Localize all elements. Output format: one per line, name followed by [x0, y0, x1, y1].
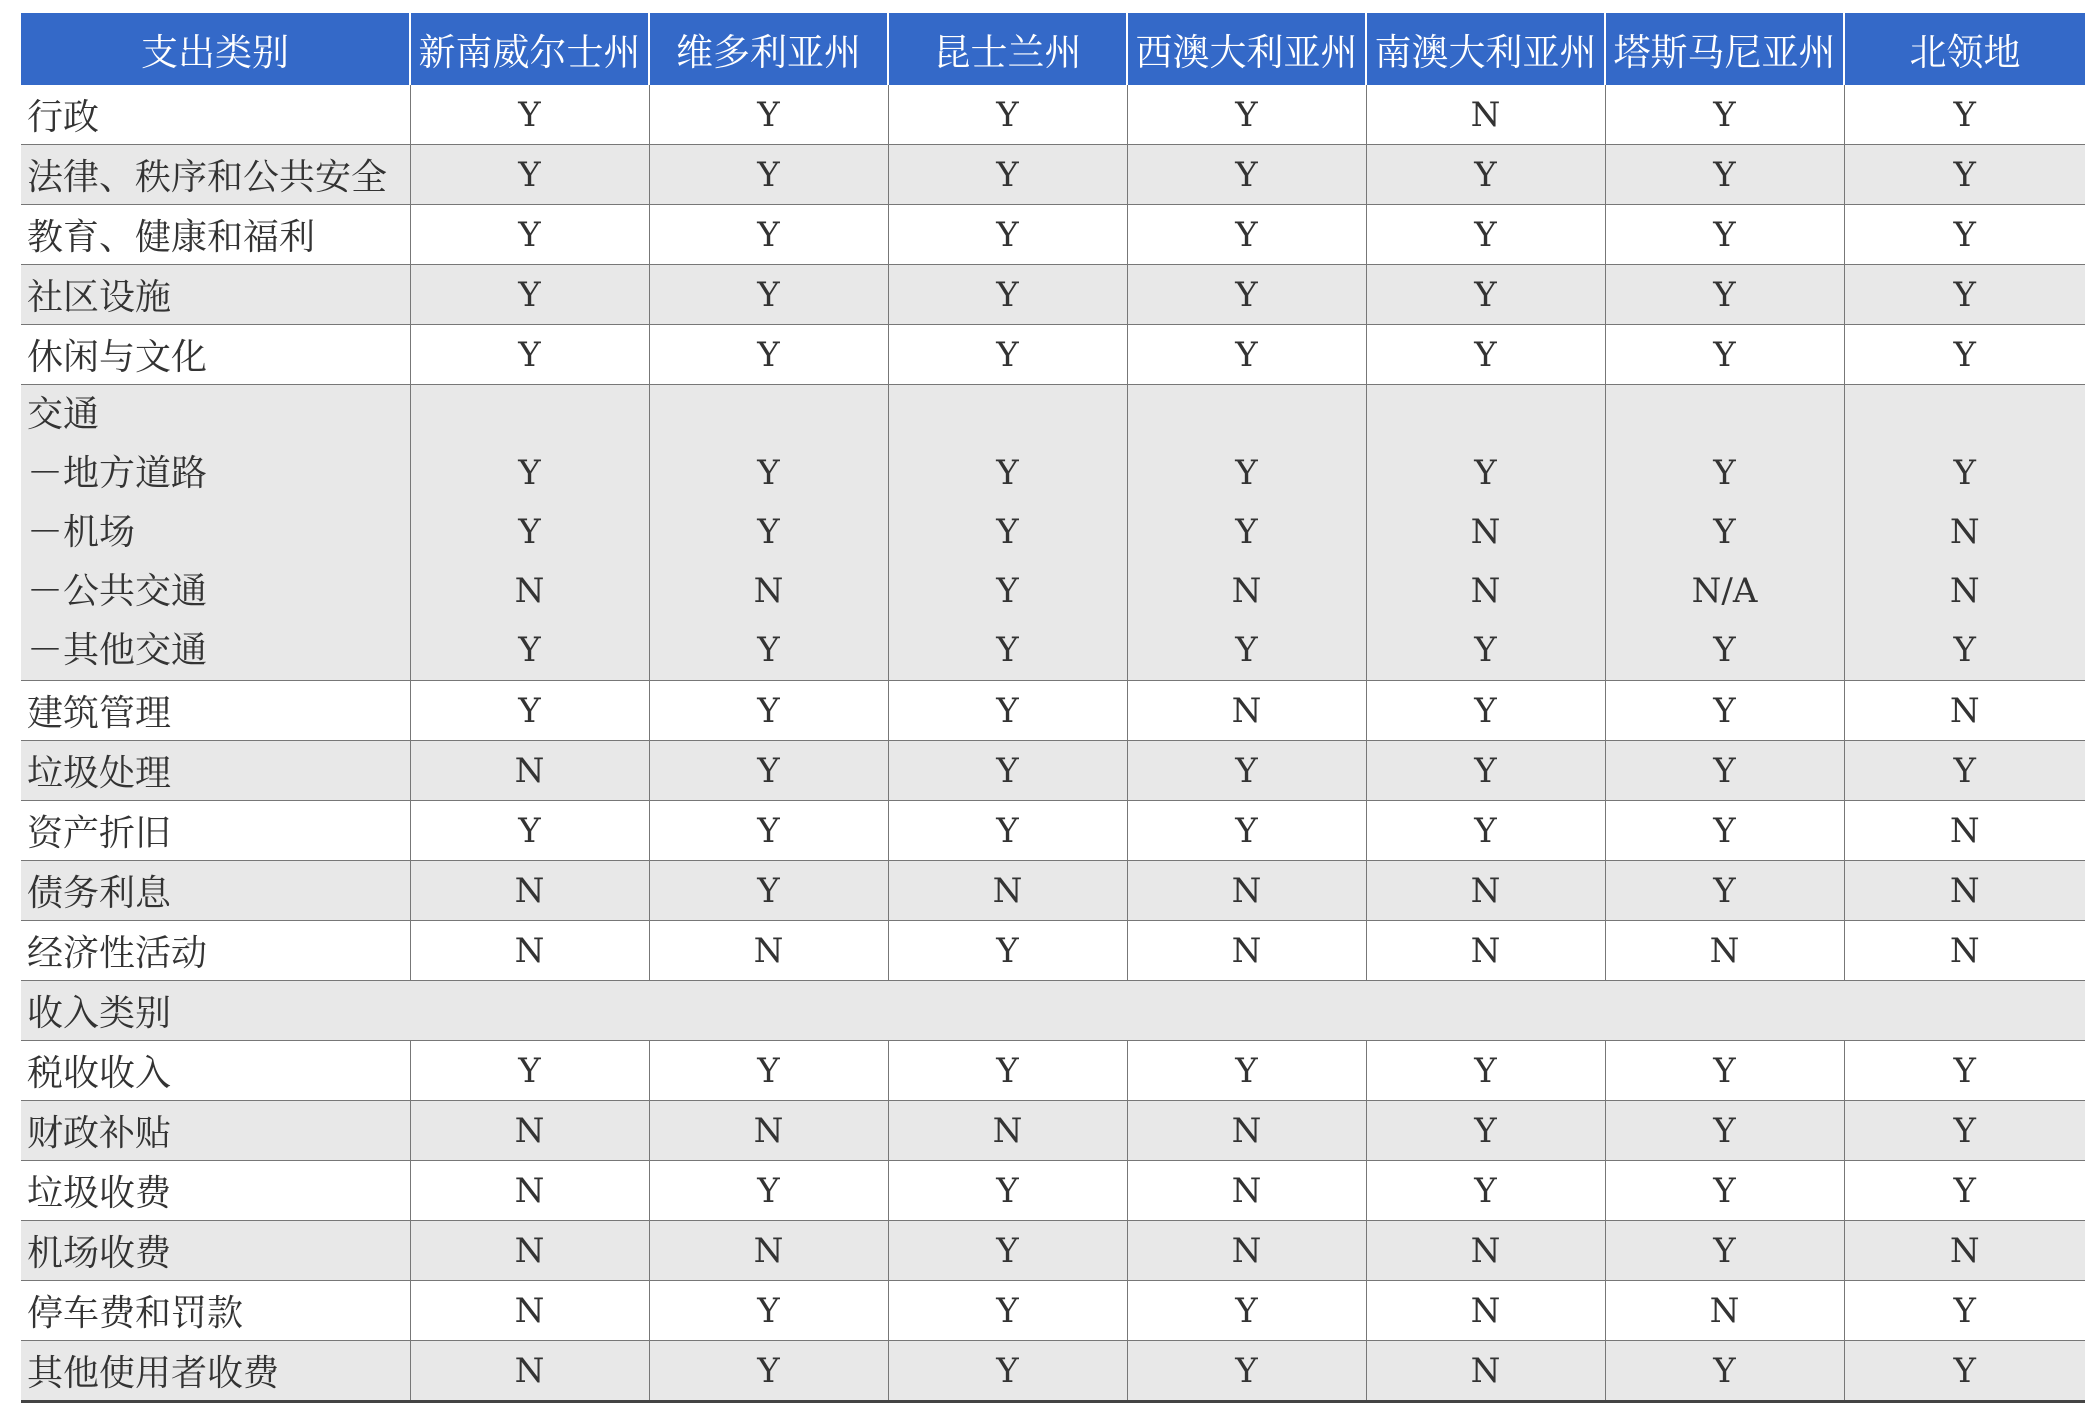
table-cell: N — [1366, 85, 1605, 145]
table-cell: Y — [888, 1041, 1127, 1101]
table-cell: Y — [1366, 681, 1605, 741]
table-cell: Y — [1844, 325, 2085, 385]
table-cell: Y — [1366, 265, 1605, 325]
table-cell: Y — [888, 681, 1127, 741]
table-cell: Y — [1366, 1041, 1605, 1101]
table-cell: Y — [1953, 630, 1976, 670]
table-cell: N — [1844, 861, 2085, 921]
table-cell: Y — [410, 325, 649, 385]
table-cell: N — [888, 861, 1127, 921]
table-cell: N — [410, 1221, 649, 1281]
table-row-user-fees — [21, 1341, 2085, 1402]
table-cell: Y — [757, 512, 780, 552]
row-label: 休闲与文化 — [21, 325, 410, 385]
row-label-group — [21, 385, 410, 681]
table-cell: Y — [1366, 741, 1605, 801]
row-label: 机场收费 — [21, 1221, 410, 1281]
table-cell: Y — [1366, 1101, 1605, 1161]
table-cell: Y — [649, 265, 888, 325]
table-cell: Y — [1844, 145, 2085, 205]
row-label: 垃圾处理 — [21, 741, 410, 801]
table-cell: N — [1366, 1221, 1605, 1281]
table-cell: Y — [649, 325, 888, 385]
row-label: 法律、秩序和公共安全 — [21, 145, 410, 205]
table-cell: Y — [518, 512, 541, 552]
row-sublabel: －机场 — [27, 512, 136, 553]
table-cell: Y — [888, 801, 1127, 861]
row-label: 交通 — [27, 394, 100, 435]
table-cell-group — [1605, 385, 1844, 681]
table-cell: N — [1844, 801, 2085, 861]
revenue-expenditure-table — [21, 13, 2085, 1403]
table-cell: Y — [1366, 205, 1605, 265]
header-state-wa: 西澳大利亚州 — [1127, 13, 1366, 85]
table-cell: Y — [888, 921, 1127, 981]
header-state-vic: 维多利亚州 — [649, 13, 888, 85]
table-cell: Y — [1844, 265, 2085, 325]
table-cell: N — [1366, 921, 1605, 981]
table-cell: Y — [1953, 453, 1976, 493]
table-cell: Y — [888, 741, 1127, 801]
table-cell: Y — [410, 1041, 649, 1101]
table-row-interest — [21, 861, 2085, 921]
table-row-depreciation — [21, 801, 2085, 861]
comparison-table-container — [21, 13, 2085, 1403]
table-cell: N — [649, 921, 888, 981]
table-cell: Y — [1844, 85, 2085, 145]
table-cell: Y — [888, 1281, 1127, 1341]
table-cell: Y — [1605, 801, 1844, 861]
table-cell: N — [410, 1281, 649, 1341]
table-cell: N — [1844, 921, 2085, 981]
table-cell: Y — [1605, 325, 1844, 385]
table-cell: Y — [888, 1161, 1127, 1221]
table-cell: N — [1366, 861, 1605, 921]
table-cell-group — [1366, 385, 1605, 681]
table-row-law — [21, 145, 2085, 205]
table-row-economic — [21, 921, 2085, 981]
table-cell: Y — [996, 512, 1019, 552]
table-cell: Y — [1713, 512, 1736, 552]
table-cell: Y — [649, 1281, 888, 1341]
table-cell: Y — [410, 801, 649, 861]
table-cell: Y — [1844, 1041, 2085, 1101]
header-state-sa: 南澳大利亚州 — [1366, 13, 1605, 85]
table-cell: Y — [996, 571, 1019, 611]
table-row-waste-fees — [21, 1161, 2085, 1221]
row-label: 其他使用者收费 — [21, 1341, 410, 1402]
table-cell: N — [1127, 1161, 1366, 1221]
table-cell: Y — [1605, 681, 1844, 741]
table-cell: N — [1949, 512, 1980, 552]
table-cell: Y — [1127, 1281, 1366, 1341]
table-cell: Y — [1235, 630, 1258, 670]
table-cell: Y — [410, 205, 649, 265]
table-cell: Y — [1605, 205, 1844, 265]
row-label: 垃圾收费 — [21, 1161, 410, 1221]
table-cell: Y — [1127, 145, 1366, 205]
table-row-admin — [21, 85, 2085, 145]
table-cell: Y — [1366, 801, 1605, 861]
table-cell: N — [514, 571, 545, 611]
header-state-qld: 昆士兰州 — [888, 13, 1127, 85]
header-category: 支出类别 — [21, 13, 410, 85]
table-cell: Y — [1605, 741, 1844, 801]
table-cell: N — [1231, 571, 1262, 611]
table-cell: Y — [1127, 265, 1366, 325]
table-cell: N — [410, 741, 649, 801]
table-cell: Y — [757, 453, 780, 493]
table-cell: Y — [518, 630, 541, 670]
table-cell: N — [410, 1341, 649, 1402]
row-sublabel: －公共交通 — [27, 571, 208, 612]
table-cell: Y — [1605, 1161, 1844, 1221]
table-cell: N — [1605, 1281, 1844, 1341]
table-cell: Y — [1235, 453, 1258, 493]
row-label: 财政补贴 — [21, 1101, 410, 1161]
table-cell: Y — [518, 453, 541, 493]
table-cell: Y — [410, 265, 649, 325]
table-cell: Y — [1605, 1041, 1844, 1101]
table-cell: N — [1470, 571, 1501, 611]
row-sublabel: －其他交通 — [27, 630, 208, 671]
table-cell: Y — [757, 630, 780, 670]
table-cell: Y — [1127, 85, 1366, 145]
table-cell: Y — [1605, 145, 1844, 205]
table-cell: Y — [1713, 630, 1736, 670]
table-cell: N — [1949, 571, 1980, 611]
table-row-airport-fees — [21, 1221, 2085, 1281]
table-cell: N — [649, 1221, 888, 1281]
table-cell: Y — [649, 741, 888, 801]
header-state-nt: 北领地 — [1844, 13, 2085, 85]
table-cell: Y — [888, 1221, 1127, 1281]
table-cell: Y — [1366, 325, 1605, 385]
table-cell: Y — [649, 145, 888, 205]
table-cell: N — [410, 1161, 649, 1221]
table-cell: Y — [1605, 1101, 1844, 1161]
section-row-income — [21, 981, 2085, 1041]
table-cell-group — [1844, 385, 2085, 681]
table-cell: Y — [996, 630, 1019, 670]
table-cell: N — [1605, 921, 1844, 981]
row-label: 经济性活动 — [21, 921, 410, 981]
table-cell-group — [410, 385, 649, 681]
row-sublabel: －地方道路 — [27, 453, 208, 494]
row-label: 行政 — [21, 85, 410, 145]
table-cell: N — [1844, 681, 2085, 741]
row-label: 税收收入 — [21, 1041, 410, 1101]
table-cell: N — [1470, 512, 1501, 552]
table-cell: Y — [1366, 1161, 1605, 1221]
header-state-nsw: 新南威尔士州 — [410, 13, 649, 85]
row-label: 资产折旧 — [21, 801, 410, 861]
row-label: 停车费和罚款 — [21, 1281, 410, 1341]
table-cell: Y — [1844, 1161, 2085, 1221]
table-row-community — [21, 265, 2085, 325]
table-cell: Y — [1127, 325, 1366, 385]
table-cell: Y — [1474, 630, 1497, 670]
table-cell: N — [410, 861, 649, 921]
table-cell: Y — [1127, 801, 1366, 861]
table-cell: Y — [1127, 1341, 1366, 1402]
row-label: 社区设施 — [21, 265, 410, 325]
table-cell: Y — [1605, 265, 1844, 325]
table-cell: Y — [996, 453, 1019, 493]
table-row-waste — [21, 741, 2085, 801]
table-cell: N — [410, 1101, 649, 1161]
table-cell: Y — [888, 85, 1127, 145]
table-cell: Y — [649, 1161, 888, 1221]
table-cell: Y — [1844, 741, 2085, 801]
table-cell: N — [1366, 1281, 1605, 1341]
table-cell: Y — [1235, 512, 1258, 552]
table-cell: Y — [649, 801, 888, 861]
table-cell-group — [888, 385, 1127, 681]
table-row-parking — [21, 1281, 2085, 1341]
table-cell: Y — [410, 145, 649, 205]
table-cell: N — [410, 921, 649, 981]
table-cell: Y — [1127, 1041, 1366, 1101]
table-cell: Y — [1474, 453, 1497, 493]
table-cell: Y — [649, 1341, 888, 1402]
table-cell: Y — [649, 861, 888, 921]
table-cell: N — [1127, 921, 1366, 981]
table-cell-group — [649, 385, 888, 681]
section-heading: 收入类别 — [21, 981, 2085, 1041]
table-cell: N — [1127, 861, 1366, 921]
table-cell: Y — [888, 1341, 1127, 1402]
table-cell: Y — [888, 325, 1127, 385]
table-cell: Y — [1127, 741, 1366, 801]
table-cell: Y — [1605, 1341, 1844, 1402]
table-cell: Y — [410, 681, 649, 741]
table-cell: Y — [410, 85, 649, 145]
table-cell: Y — [1844, 1341, 2085, 1402]
table-cell: Y — [888, 265, 1127, 325]
table-row-transport — [21, 385, 2085, 681]
table-cell: Y — [1605, 85, 1844, 145]
table-row-grants — [21, 1101, 2085, 1161]
table-cell: Y — [649, 85, 888, 145]
table-row-building — [21, 681, 2085, 741]
table-cell: N — [1844, 1221, 2085, 1281]
table-cell: Y — [1605, 861, 1844, 921]
table-cell: Y — [1366, 145, 1605, 205]
table-cell: Y — [1127, 205, 1366, 265]
table-row-education — [21, 205, 2085, 265]
table-row-tax — [21, 1041, 2085, 1101]
table-cell: N/A — [1691, 571, 1758, 611]
table-cell: Y — [1713, 453, 1736, 493]
table-cell: N — [1127, 681, 1366, 741]
table-cell: Y — [1844, 1281, 2085, 1341]
table-cell: Y — [888, 145, 1127, 205]
table-cell: N — [649, 1101, 888, 1161]
table-cell: N — [1127, 1101, 1366, 1161]
row-label: 教育、健康和福利 — [21, 205, 410, 265]
table-cell: Y — [888, 205, 1127, 265]
table-row-recreation — [21, 325, 2085, 385]
row-label: 债务利息 — [21, 861, 410, 921]
row-label: 建筑管理 — [21, 681, 410, 741]
table-cell: N — [1127, 1221, 1366, 1281]
table-cell: Y — [1844, 1101, 2085, 1161]
table-cell: N — [888, 1101, 1127, 1161]
table-cell: Y — [1605, 1221, 1844, 1281]
table-cell: Y — [1844, 205, 2085, 265]
table-cell-group — [1127, 385, 1366, 681]
header-row — [21, 13, 2085, 85]
table-cell: Y — [649, 1041, 888, 1101]
header-state-tas: 塔斯马尼亚州 — [1605, 13, 1844, 85]
table-cell: Y — [649, 205, 888, 265]
table-cell: N — [1366, 1341, 1605, 1402]
table-cell: N — [753, 571, 784, 611]
table-cell: Y — [649, 681, 888, 741]
